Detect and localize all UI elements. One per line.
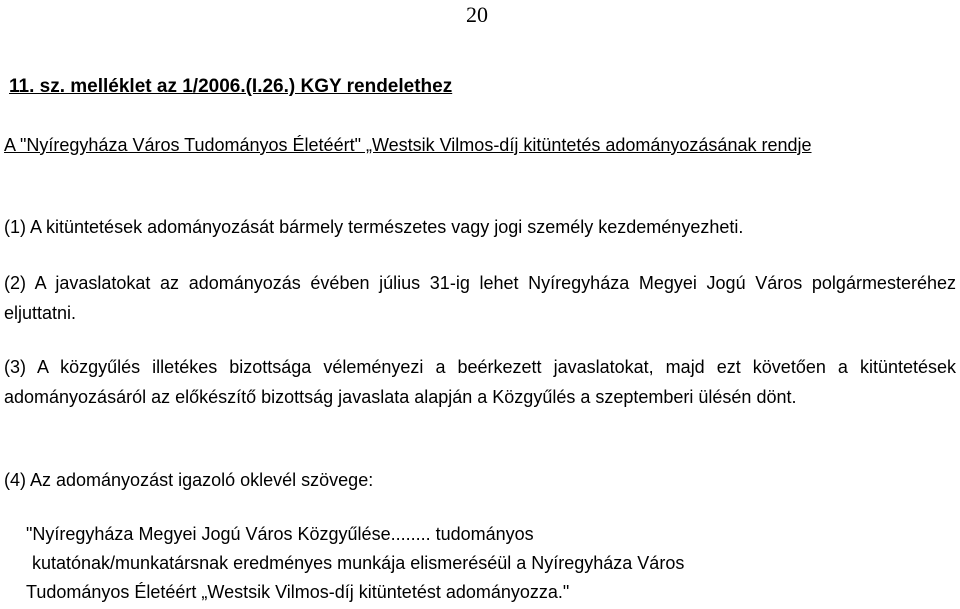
page-number: 20 xyxy=(466,2,488,27)
paragraph-4: (4) Az adományozást igazoló oklevél szövege: xyxy=(4,470,374,490)
paragraph-2: (2) A javaslatokat az adományozás évében július 31-ig lehet Nyíregyháza Megyei Jogú Város polgármesteréhez eljuttatni. xyxy=(4,273,956,323)
certificate-line-1: "Nyíregyháza Megyei Jogú Város Közgyűlése........ tudományos xyxy=(26,524,534,544)
certificate-line-2: kutatónak/munkatársnak eredményes munkája elismeréséül a Nyíregyháza Város xyxy=(32,553,685,573)
paragraph-3: (3) A közgyűlés illetékes bizottsága véleményezi a beérkezett javaslatokat, majd ezt követően a kitüntetések adományozásáról az előkészítő bizottság javaslata alapján a Közgyűlés a szeptemberi ülésén dönt. xyxy=(4,357,956,407)
certificate-line-3: Tudományos Életéért „Westsik Vilmos-díj kitüntetést adományozza." xyxy=(26,582,570,602)
document-title: A "Nyíregyháza Város Tudományos Életéért" „Westsik Vilmos-díj kitüntetés adományozásának rendje xyxy=(4,135,812,155)
annex-heading: 11. sz. melléklet az 1/2006.(I.26.) KGY rendelethez xyxy=(9,76,453,97)
certificate-text xyxy=(26,520,786,607)
paragraph-1: (1) A kitüntetések adományozását bármely természetes vagy jogi személy kezdeményezheti. xyxy=(4,217,744,237)
